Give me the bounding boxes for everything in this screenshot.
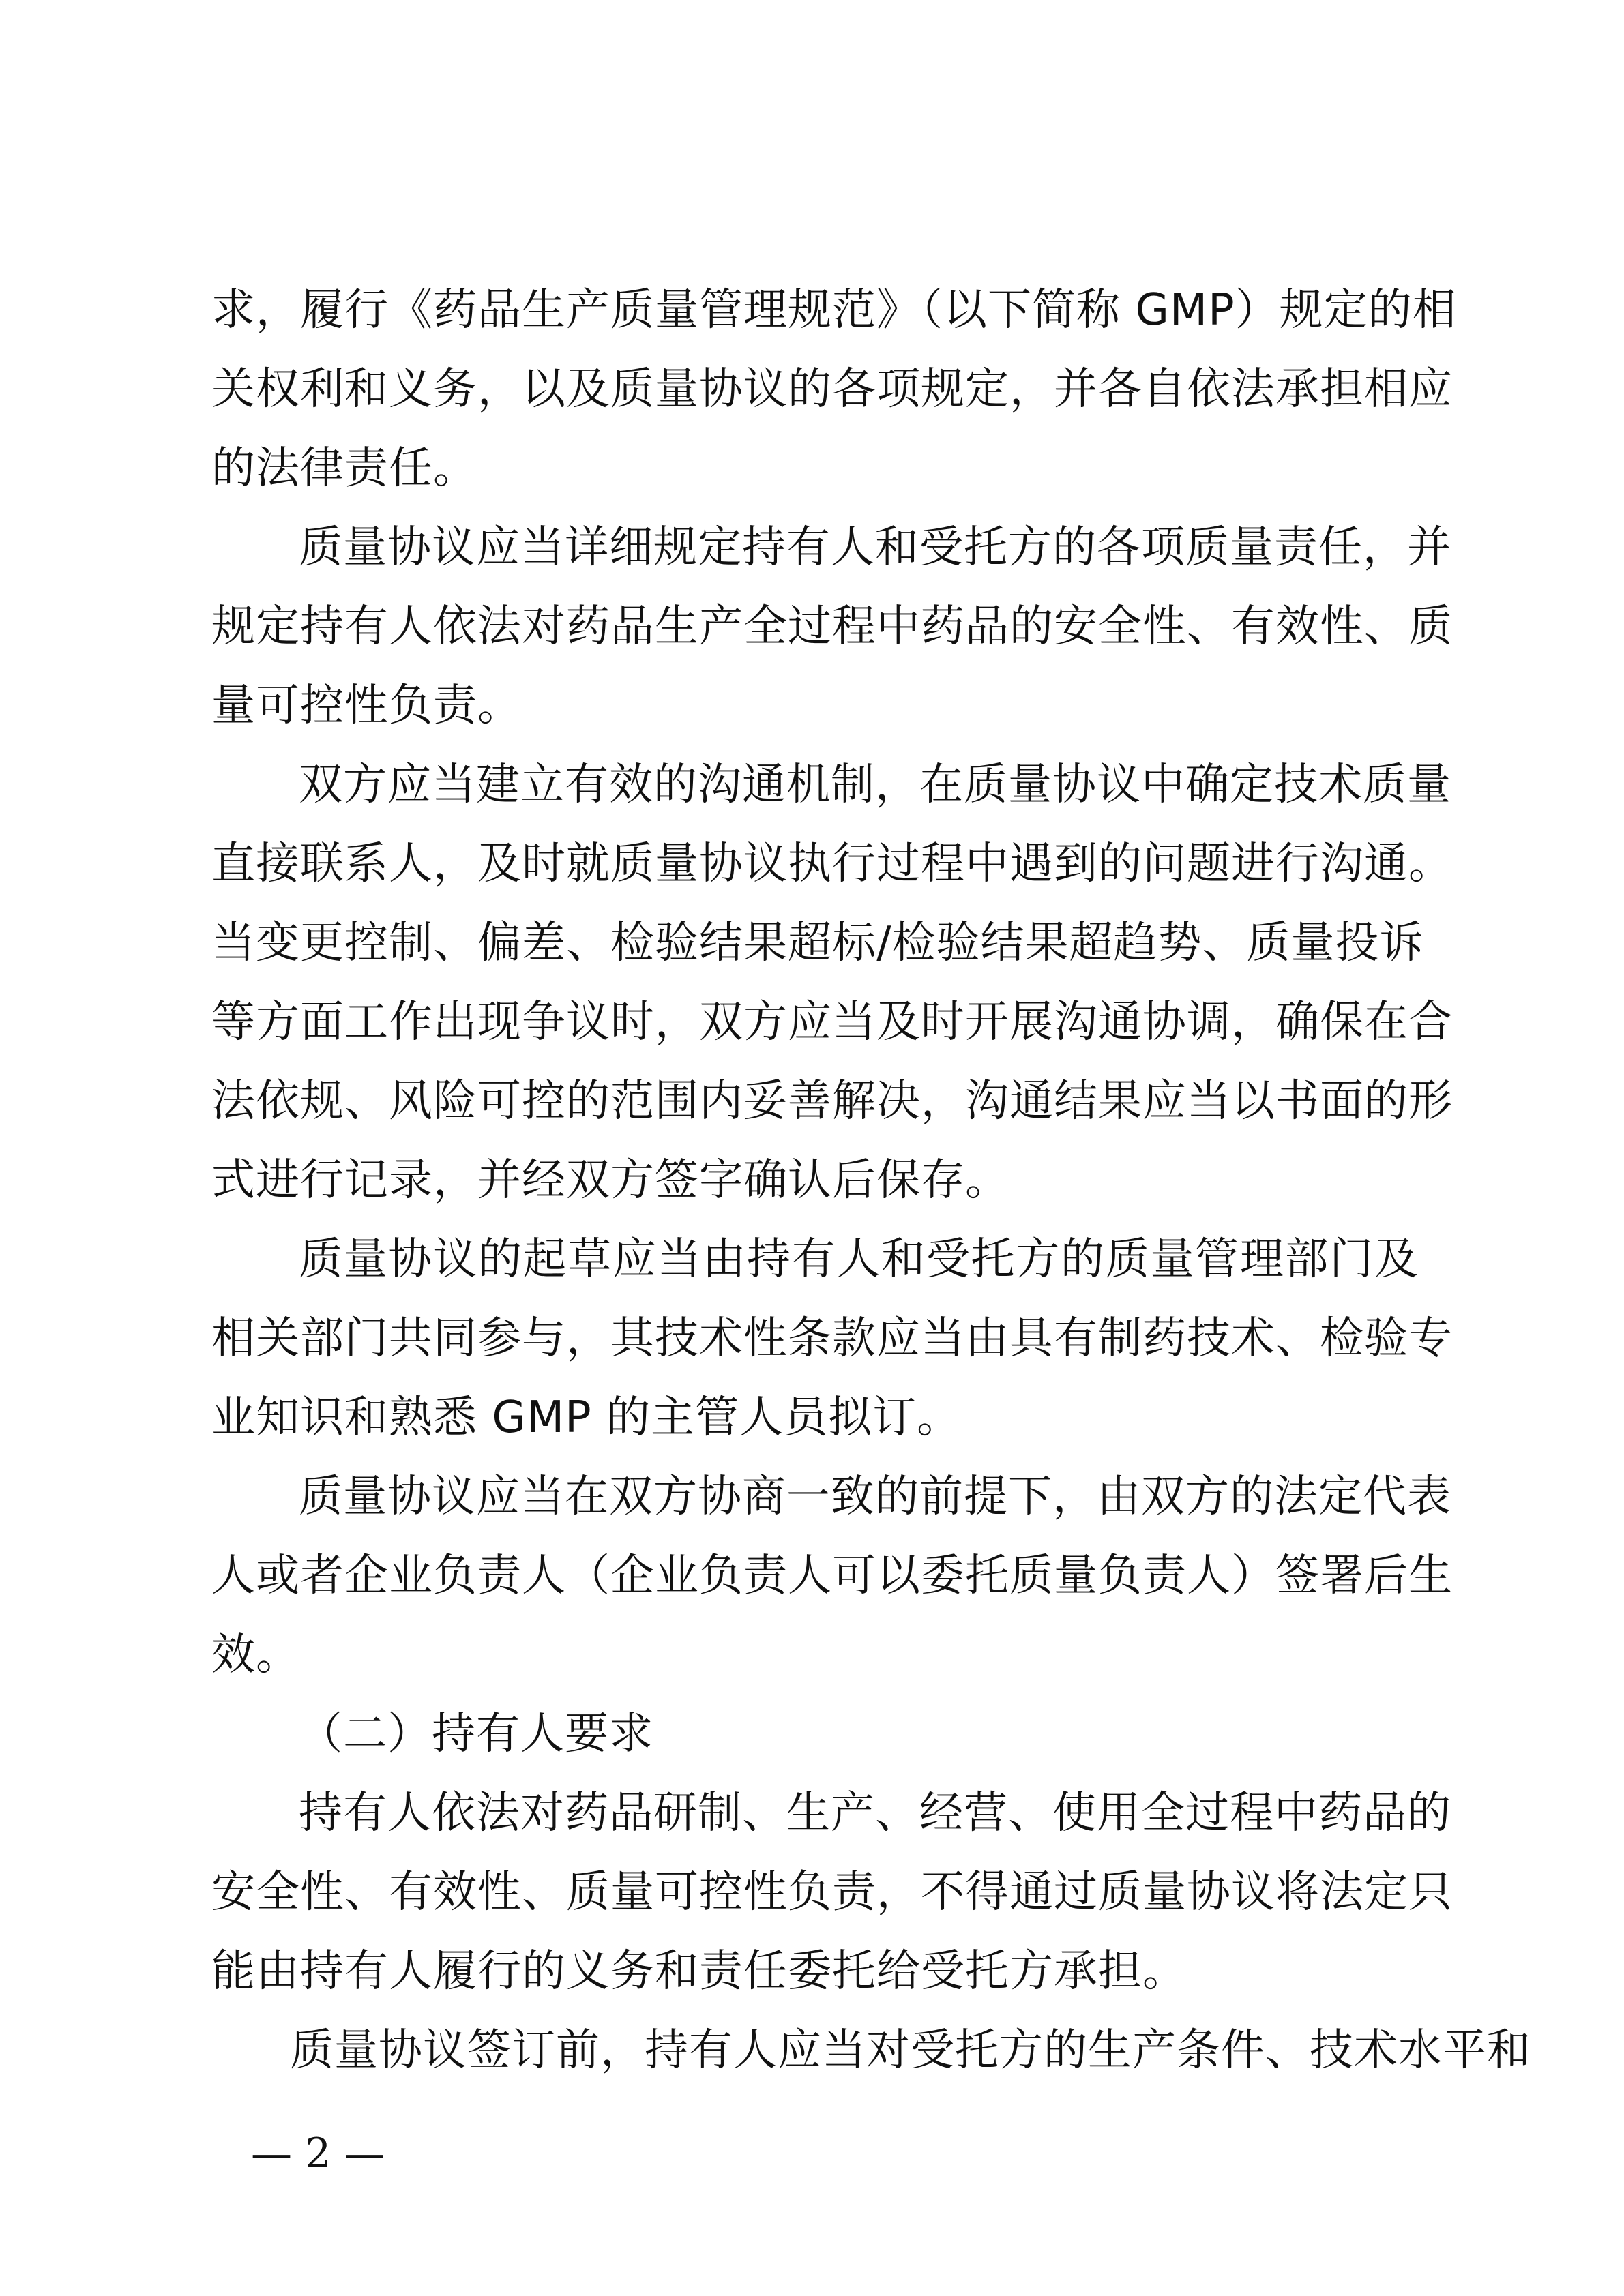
paragraph-6-line-1: 持有人依法对药品研制、生产、经营、使用全过程中药品的	[299, 1788, 1451, 1838]
paragraph-5-line-2: 人或者企业负责人（企业负责人可以委托质量负责人）签署后生	[211, 1551, 1453, 1601]
paragraph-4-line-2: 相关部门共同参与，其技术性条款应当由具有制药技术、检验专	[211, 1313, 1453, 1364]
paragraph-4-line-1: 质量协议的起草应当由持有人和受托方的质量管理部门及	[299, 1234, 1419, 1285]
paragraph-6-line-2: 安全性、有效性、质量可控性负责，不得通过质量协议将法定只	[211, 1867, 1453, 1918]
paragraph-3-line-6: 式进行记录，并经双方签字确认后保存。	[211, 1155, 1009, 1206]
paragraph-4-line-3: 业知识和熟悉 GMP 的主管人员拟订。	[211, 1392, 962, 1443]
paragraph-1-line-3: 的法律责任。	[211, 443, 477, 494]
paragraph-3-line-5: 法依规、风险可控的范围内妥善解决，沟通结果应当以书面的形	[211, 1076, 1453, 1127]
paragraph-1-line-1: 求，履行《药品生产质量管理规范》（以下简称 GMP）规定的相	[211, 285, 1457, 336]
paragraph-5-line-1: 质量协议应当在双方协商一致的前提下，由双方的法定代表	[299, 1472, 1451, 1522]
section-heading: （二）持有人要求	[299, 1709, 653, 1759]
paragraph-1-line-2: 关权利和义务，以及质量协议的各项规定，并各自依法承担相应	[211, 364, 1453, 415]
paragraph-2-line-1: 质量协议应当详细规定持有人和受托方的各项质量责任，并	[299, 522, 1451, 573]
paragraph-3-line-4: 等方面工作出现争议时，双方应当及时开展沟通协调，确保在合	[211, 997, 1453, 1047]
paragraph-2-line-2: 规定持有人依法对药品生产全过程中药品的安全性、有效性、质	[211, 601, 1453, 652]
paragraph-7-line-1: 质量协议签订前，持有人应当对受托方的生产条件、技术水平和	[290, 2025, 1531, 2076]
paragraph-6-line-3: 能由持有人履行的义务和责任委托给受托方承担。	[211, 1946, 1187, 1997]
page-number: — 2 —	[251, 2130, 385, 2177]
paragraph-2-line-3: 量可控性负责。	[211, 681, 522, 731]
paragraph-3-line-1: 双方应当建立有效的沟通机制，在质量协议中确定技术质量	[299, 760, 1451, 810]
paragraph-3-line-2: 直接联系人，及时就质量协议执行过程中遇到的问题进行沟通。	[211, 839, 1453, 889]
paragraph-3-line-3: 当变更控制、偏差、检验结果超标/检验结果超趋势、质量投诉	[211, 918, 1424, 968]
paragraph-5-line-3: 效。	[211, 1630, 300, 1680]
